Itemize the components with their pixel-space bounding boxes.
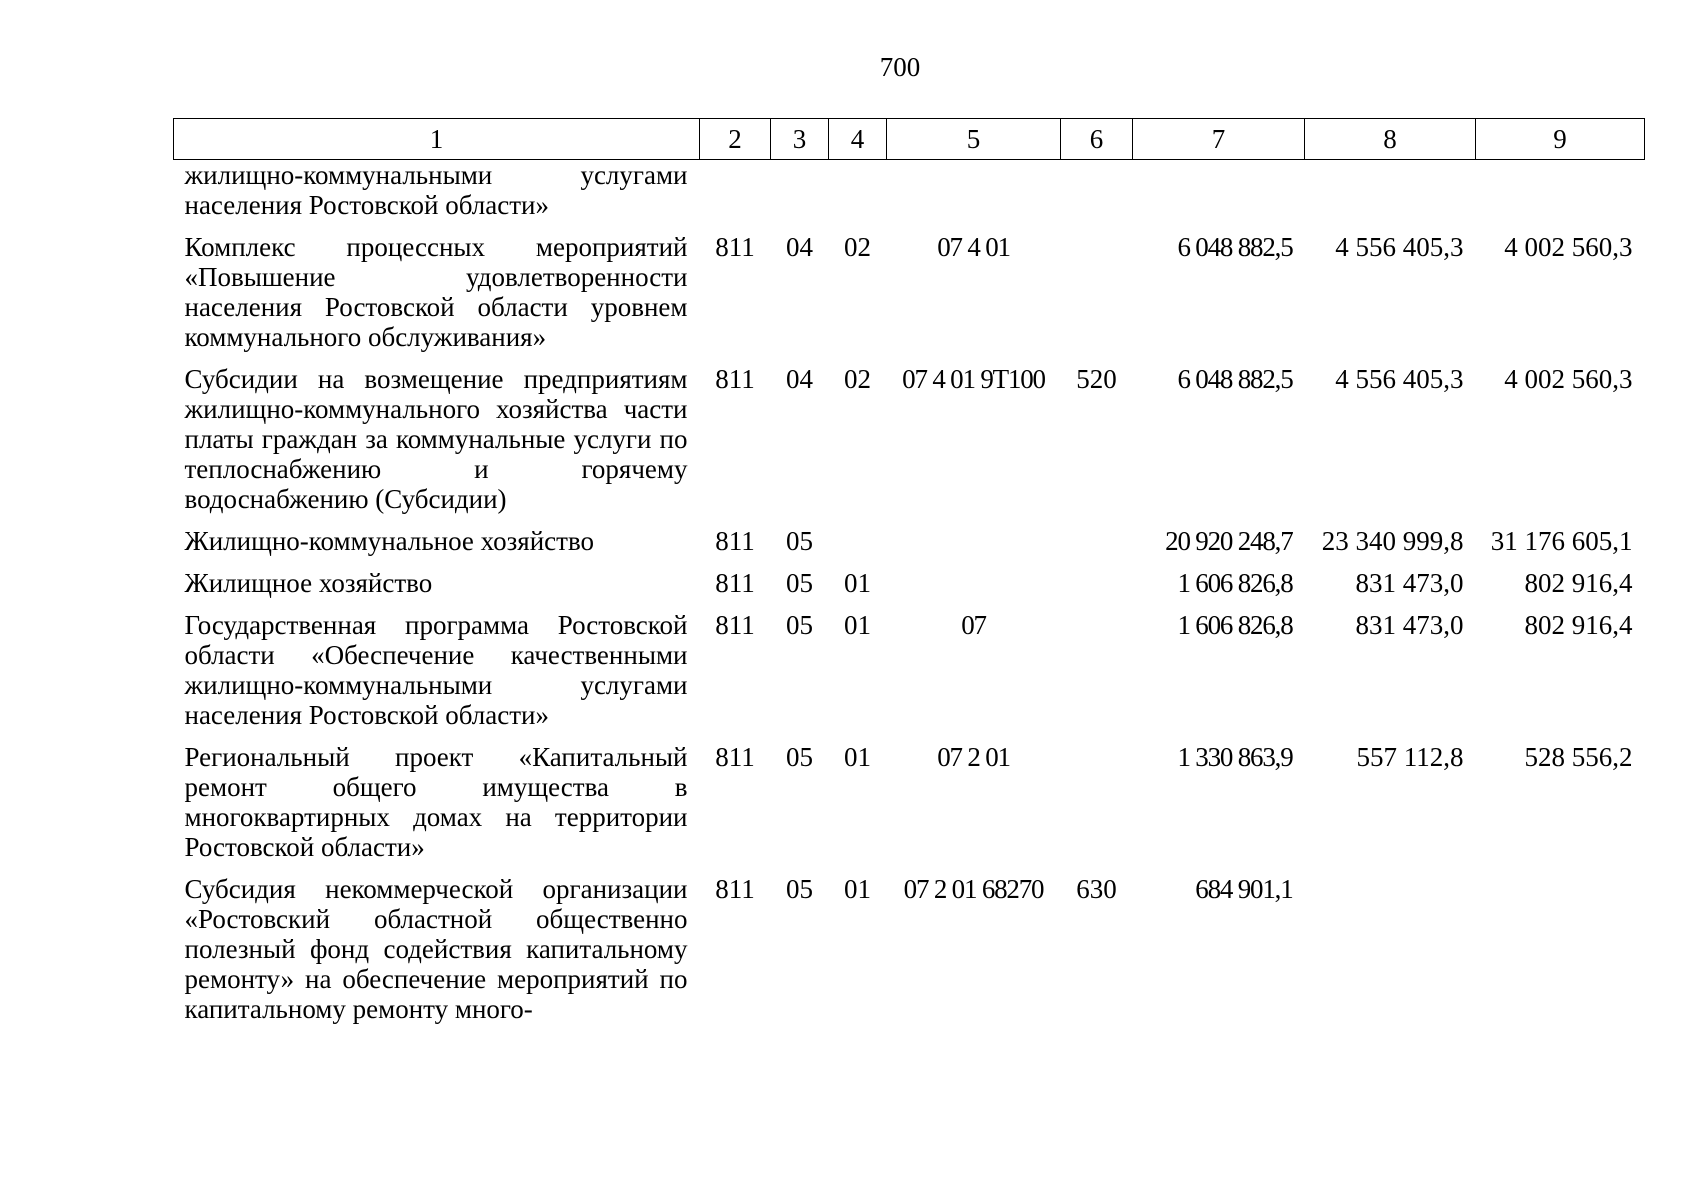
table-header — [174, 119, 1645, 160]
row-name: Комплекс процессных мероприятий «Повышение удовлетворенности населения Ростовской области уровнем коммунального обслуживания» — [184, 232, 688, 352]
cell-col-2: 811 — [715, 874, 755, 904]
cell-col-6 — [1061, 568, 1133, 610]
cell-col-4 — [829, 526, 887, 568]
cell-col-2: 811 — [715, 568, 755, 598]
cell-col-4 — [829, 160, 887, 233]
cell-col-3: 05 — [786, 526, 813, 556]
cell-col-4: 01 — [844, 742, 871, 772]
row-name: Жилищно-коммунальное хозяйство — [184, 526, 595, 556]
table-row — [174, 160, 1645, 233]
header-col-3: 3 — [771, 119, 829, 160]
cell-col-3: 04 — [786, 364, 813, 394]
cell-col-7: 6 048 882,5 — [1177, 364, 1293, 394]
cell-col-4: 02 — [844, 364, 871, 394]
cell-col-8: 4 556 405,3 — [1335, 232, 1464, 262]
cell-col-7: 684 901,1 — [1195, 874, 1293, 904]
cell-col-9: 4 002 560,3 — [1504, 232, 1633, 262]
cell-col-9: 802 916,4 — [1524, 610, 1633, 640]
cell-col-2: 811 — [715, 232, 755, 262]
cell-col-6 — [1061, 610, 1133, 742]
header-col-2: 2 — [700, 119, 771, 160]
header-col-7: 7 — [1133, 119, 1305, 160]
cell-col-7: 6 048 882,5 — [1177, 232, 1293, 262]
cell-col-3: 05 — [786, 874, 813, 904]
cell-col-6 — [1061, 526, 1133, 568]
cell-col-8: 4 556 405,3 — [1335, 364, 1464, 394]
table-row — [174, 526, 1645, 568]
cell-col-8: 557 112,8 — [1356, 742, 1464, 772]
cell-col-8: 831 473,0 — [1355, 610, 1464, 640]
cell-col-3: 05 — [786, 568, 813, 598]
cell-col-4: 01 — [844, 568, 871, 598]
cell-col-4: 01 — [844, 610, 871, 640]
cell-col-5: 07 2 01 68270 — [903, 874, 1044, 904]
header-col-5: 5 — [887, 119, 1061, 160]
header-col-8: 8 — [1305, 119, 1476, 160]
table-row — [174, 874, 1645, 1036]
row-name: Региональный проект «Капитальный ремонт общего имущества в многоквартирных домах на территории Ростовской области» — [184, 742, 688, 862]
table-row — [174, 364, 1645, 526]
cell-col-6: 630 — [1076, 874, 1117, 904]
cell-col-5 — [887, 568, 1061, 610]
table-row — [174, 742, 1645, 874]
cell-col-8: 831 473,0 — [1355, 568, 1464, 598]
cell-col-3: 04 — [786, 232, 813, 262]
cell-col-7: 1 330 863,9 — [1177, 742, 1293, 772]
cell-col-7: 1 606 826,8 — [1177, 610, 1293, 640]
cell-col-9: 31 176 605,1 — [1490, 526, 1633, 556]
cell-col-9 — [1476, 874, 1645, 1036]
cell-col-8: 23 340 999,8 — [1321, 526, 1464, 556]
cell-col-4: 02 — [844, 232, 871, 262]
cell-col-5: 07 — [961, 610, 986, 640]
cell-col-8 — [1305, 160, 1476, 233]
cell-col-6 — [1061, 742, 1133, 874]
page-number: 700 — [879, 52, 921, 82]
cell-col-2 — [700, 160, 771, 233]
row-name: Субсидии на возмещение предприятиям жилищно-коммунального хозяйства части платы граждан за коммунальные услуги по теплоснабжению и горячему водоснабжению (Субсидии) — [184, 364, 688, 514]
cell-col-7: 1 606 826,8 — [1177, 568, 1293, 598]
cell-col-6 — [1061, 160, 1133, 233]
cell-col-5: 07 4 01 9Т100 — [902, 364, 1045, 394]
row-name: Государственная программа Ростовской области «Обеспечение качественными жилищно-коммунальными услугами населения Ростовской области» — [184, 610, 688, 730]
cell-col-5 — [887, 160, 1061, 233]
cell-col-5: 07 2 01 — [937, 742, 1010, 772]
header-col-9: 9 — [1476, 119, 1645, 160]
cell-col-8 — [1305, 874, 1476, 1036]
row-name: Жилищное хозяйство — [184, 568, 433, 598]
cell-col-2: 811 — [715, 364, 755, 394]
budget-table — [173, 118, 1645, 1036]
cell-col-7: 20 920 248,7 — [1165, 526, 1293, 556]
table-row — [174, 232, 1645, 364]
cell-col-9: 4 002 560,3 — [1504, 364, 1633, 394]
cell-col-6: 520 — [1076, 364, 1117, 394]
cell-col-6 — [1061, 232, 1133, 364]
cell-col-4: 01 — [844, 874, 871, 904]
header-col-4: 4 — [829, 119, 887, 160]
row-name: жилищно-коммунальными услугами населения Ростовской области» — [184, 160, 688, 220]
cell-col-9: 528 556,2 — [1524, 742, 1633, 772]
cell-col-9 — [1476, 160, 1645, 233]
cell-col-2: 811 — [715, 610, 755, 640]
cell-col-3: 05 — [786, 610, 813, 640]
table-row — [174, 610, 1645, 742]
cell-col-7 — [1133, 160, 1305, 233]
cell-col-5: 07 4 01 — [937, 232, 1010, 262]
cell-col-3: 05 — [786, 742, 813, 772]
header-col-1: 1 — [174, 119, 700, 160]
cell-col-9: 802 916,4 — [1524, 568, 1633, 598]
row-name: Субсидия некоммерческой организации «Ростовский областной общественно полезный фонд содействия капитальному ремонту» на обеспечение мероприятий по капитальному ремонту много- — [184, 874, 688, 1024]
cell-col-2: 811 — [715, 526, 755, 556]
table-row — [174, 568, 1645, 610]
header-col-6: 6 — [1061, 119, 1133, 160]
cell-col-3 — [771, 160, 829, 233]
cell-col-5 — [887, 526, 1061, 568]
cell-col-2: 811 — [715, 742, 755, 772]
